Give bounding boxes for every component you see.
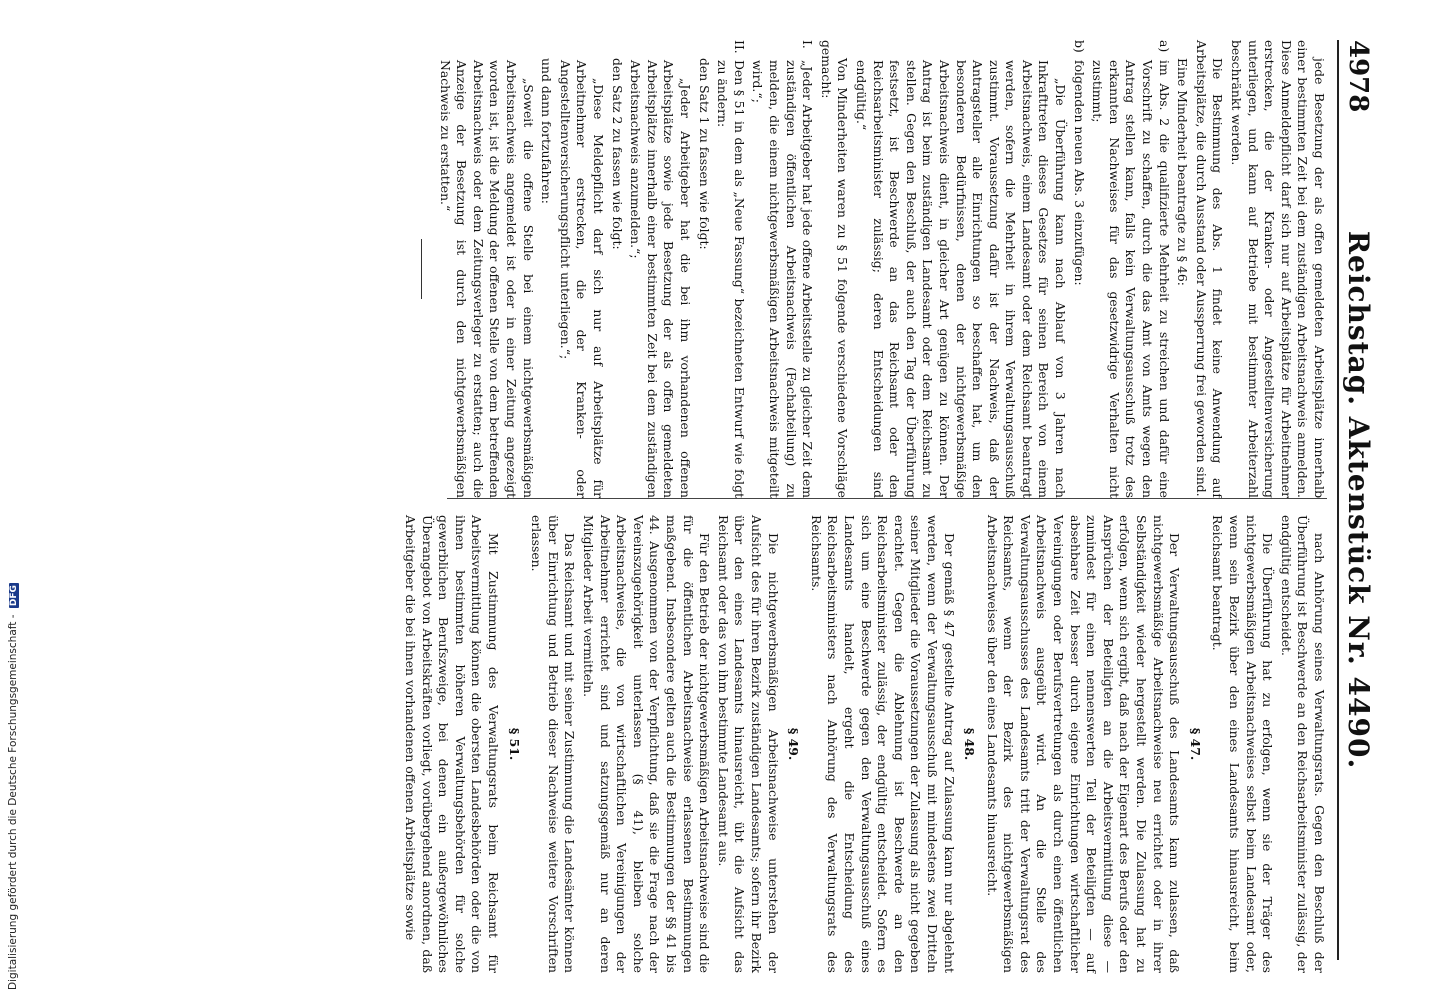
document-page	[25, 0, 1389, 1000]
list-item-text: „Jeder Arbeitgeber hat jede offene Arbeitsstelle zu gleicher Zeit dem zuständigen öffentlichen Arbeitsnachweis (Fachabteilung) zu melden, die einem nichtgewerbsmäßigen Arbeitsnachweis mitgeteilt wird.“;	[750, 60, 816, 498]
paragraph: Mit Zustimmung des Verwaltungsrats beim Reichsamt für Arbeitsvermittlung können die obersten Landesbehörden oder die von ihnen bestimmten höheren Verwaltungsbehörden für solche gewerblichen Berufszweige, bei denen ein außergewöhnliches Überangebot von Arbeitskräften vorliegt, vorübergehend anordnen, daß Arbeitgeber die bei ihnen vorhandenen offenen Arbeitsplätze sowie	[403, 515, 502, 973]
digitization-credit	[7, 0, 19, 990]
quoted-paragraph: „Soweit die offene Stelle bei einem nichtgewerbsmäßigen Arbeitsnachweis angemeldet ist oder in einer Zeitung angezeigt worden ist, ist die Meldung der offenen Stelle von dem betreffenden Arbeitsnachweis oder dem Zeitungsverleger zu erstatten; auch die Anzeige der Besetzung ist durch den nichtgewerbsmäßigen Nachweis zu erstatten.“	[437, 60, 536, 498]
paragraph: Der Verwaltungsausschuß des Landesamts kann zulassen, daß nichtgewerbsmäßige Arbeitsnachweise neu errichtet oder in ihrer Selbständigkeit wieder hergestellt werden. Die Zulassung hat zu erfolgen, wenn sich ergibt, daß nach der Eigenart des Berufs oder den Ansprüchen der Beteiligten an die Arbeitsvermittlung diese — zumindest für einen nennenswerten Teil der Beteiligten — auf absehbare Zeit besser durch eigene Einrichtungen wirtschaftlicher Vereinigungen oder Berufsvertretungen als durch einen öffentlichen Arbeitsnachweis ausgeübt wird. An die Stelle des Verwaltungsausschusses des Landesamts tritt der Verwaltungsrat des Reichsamts, wenn der Bezirk des nichtgewerbsmäßigen Arbeitsnachweises über den eines Landesamts hinausreicht.	[984, 515, 1183, 973]
paragraph: Die nichtgewerbsmäßigen Arbeitsnachweise unterstehen der Aufsicht des für ihren Bezirk zuständigen Landesamts; sofern ihr Bezirk über den eines Landesamts hinausreicht, übt die Aufsicht das Reichsamt oder das von ihm bestimmte Landesamt aus.	[715, 515, 781, 973]
credit-text: Digitalisierung gefördert durch die Deutsche Forschungsgemeinschaft -	[7, 614, 19, 990]
paragraph: nach Anhörung seines Verwaltungsrats. Gegen den Beschluß der Überführung ist Beschwerde an den Reichsarbeitsminister zulässig, der endgültig entscheidet.	[1278, 515, 1327, 973]
quoted-paragraph: „Die Überführung kann nach Ablauf von 3 Jahren nach Inkrafttreten dieses Gesetzes für seinen Bereich von einem Arbeitsnachweis, einem Landesamt oder dem Reichsamt beantragt werden, sofern die Mehrheit in ihrem Verwaltungsausschuß zustimmt. Voraussetzung dafür ist der Nachweis, daß der Antragsteller alle Einrichtungen so beschaffen hat, um den besonderen Bedürfnissen, denen der nichtgewerbsmäßige Arbeitsnachweis dient, in gleicher Art genügen zu können. Der Antrag ist beim zuständigen Landesamt oder dem Reichsamt zu stellen. Gegen den Beschluß, der auch den Tag der Überführung festsetzt, ist Beschwerde an das Reichsamt oder den Reichsarbeitsminister zulässig; deren Entscheidungen sind endgültig.“	[853, 60, 1069, 498]
page-number: 4978	[1343, 40, 1373, 113]
right-column	[400, 515, 1327, 973]
list-item	[1070, 40, 1087, 498]
section-heading: § 47.	[1187, 727, 1203, 761]
list-item-text: im Abs. 2 die qualifizierte Mehrheit zu streichen und dafür eine Vorschrift zu schaffen, durch die das Amt von Amts wegen den Antrag stellen kann, falls kein Verwaltungsausschuß trotz des erkannten Nachweises für das gesetzwidrige Verhalten nicht zustimmt;	[1090, 60, 1172, 498]
list-marker: I.	[800, 40, 816, 49]
list-marker: II.	[731, 40, 747, 54]
section-heading: § 51.	[506, 727, 522, 761]
paragraph: und dann fortzufahren:	[539, 58, 555, 204]
list-marker: a)	[1156, 40, 1172, 53]
list-item-text: folgenden neuen Abs. 3 einzufügen:	[1071, 60, 1087, 286]
list-item-text: Den § 51 in dem als „Neue Fassung“ bezeichneten Entwurf wie folgt zu ändern:	[715, 60, 747, 498]
page-title: Reichstag. Aktenstück Nr. 4490.	[1342, 230, 1375, 770]
quoted-paragraph: „Jeder Arbeitgeber hat die bei ihm vorhandenen offenen Arbeitsplätze sowie jede Besetzung der als offen gemeldeten Arbeitsplätze innerhalb einer bestimmten Zeit bei dem zuständigen Arbeitsnachweis anzumelden.“;	[628, 60, 694, 498]
column-divider	[447, 498, 1327, 499]
section-heading: § 49.	[786, 727, 802, 761]
paragraph: Der gemäß § 47 gestellte Antrag auf Zulassung kann nur abgelehnt werden, wenn der Verwaltungsausschuß mit mindestens zwei Dritteln seiner Mitglieder die Voraussetzungen der Zulassung als nicht gegeben erachtet. Gegen die Ablehnung ist Beschwerde an den Reichsarbeitsminister zulässig, der endgültig entscheidet. Sofern es sich um eine Beschwerde gegen den Verwaltungsausschuß eines Landesamts handelt, ergeht die Entscheidung des Reichsarbeitsministers nach Anhörung des Verwaltungsrats des Reichsamts.	[808, 515, 957, 973]
left-column	[407, 40, 1327, 498]
paragraph: Das Reichsamt und mit seiner Zustimmung die Landesämter können über Einrichtung und Betrieb dieser Nachweise weitere Vorschriften erlassen.	[529, 515, 578, 973]
paragraph: Die Bestimmung des Abs. 1 findet keine Anwendung auf Arbeitsplätze, die durch Ausstand oder Aussperrung frei geworden sind.	[1193, 40, 1226, 498]
list-item	[749, 40, 815, 498]
end-rule	[421, 239, 422, 299]
list-item	[1089, 40, 1172, 498]
paragraph: Eine Minderheit beantragte zu § 46:	[1175, 58, 1191, 286]
page-header	[1337, 40, 1379, 960]
list-marker: b)	[1071, 40, 1087, 53]
paragraph: Die Überführung hat zu erfolgen, wenn sie der Träger des nichtgewerbsmäßigen Arbeitsnachweises selbst beim Landesamt oder, wenn sein Bezirk über den eines Landesamts hinausreicht, beim Reichsamt beantragt.	[1210, 515, 1276, 973]
dfg-logo: DFG	[9, 585, 19, 607]
list-item	[714, 40, 747, 498]
paragraph: den Satz 1 zu fassen wie folgt:	[696, 58, 712, 250]
section-heading: § 48.	[962, 727, 978, 761]
paragraph: jede Besetzung der als offen gemeldeten Arbeitsplätze innerhalb einer bestimmten Zeit bei dem zuständigen Arbeitsnachweis anmelden. Diese Anmeldepflicht darf sich nur auf Arbeitsplätze für Arbeitnehmer erstrecken, die der Kranken- oder Angestelltenversicherung unterliegen, und kann auf Betriebe mit bestimmter Arbeiterzahl beschränkt werden.	[1229, 40, 1327, 498]
quoted-paragraph: „Diese Meldepflicht darf sich nur auf Arbeitsplätze für Arbeitnehmer erstrecken, die der Kranken- oder Angestelltenversicherungspflicht unterliegen.“;	[557, 60, 607, 498]
paragraph: Für den Betrieb der nichtgewerbsmäßigen Arbeitsnachweise sind die für die öffentlichen Arbeitsnachweise erlassenen Bestimmungen maßgebend. Insbesondere gelten auch die Bestimmungen der §§ 41 bis 44. Ausgenommen von der Verpflichtung, daß sie die Frage nach der Vereinszugehörigkeit unterlassen (§ 41), bleiben solche Arbeitsnachweise, die von wirtschaftlichen Vereinigungen der Arbeitnehmer errichtet sind und satzungsgemäß nur an deren Mitglieder Arbeit vermitteln.	[581, 515, 713, 973]
paragraph: Von Minderheiten waren zu § 51 folgende verschiedene Vorschläge gemacht:	[818, 40, 851, 498]
paragraph: den Satz 2 zu fassen wie folgt:	[609, 58, 625, 250]
